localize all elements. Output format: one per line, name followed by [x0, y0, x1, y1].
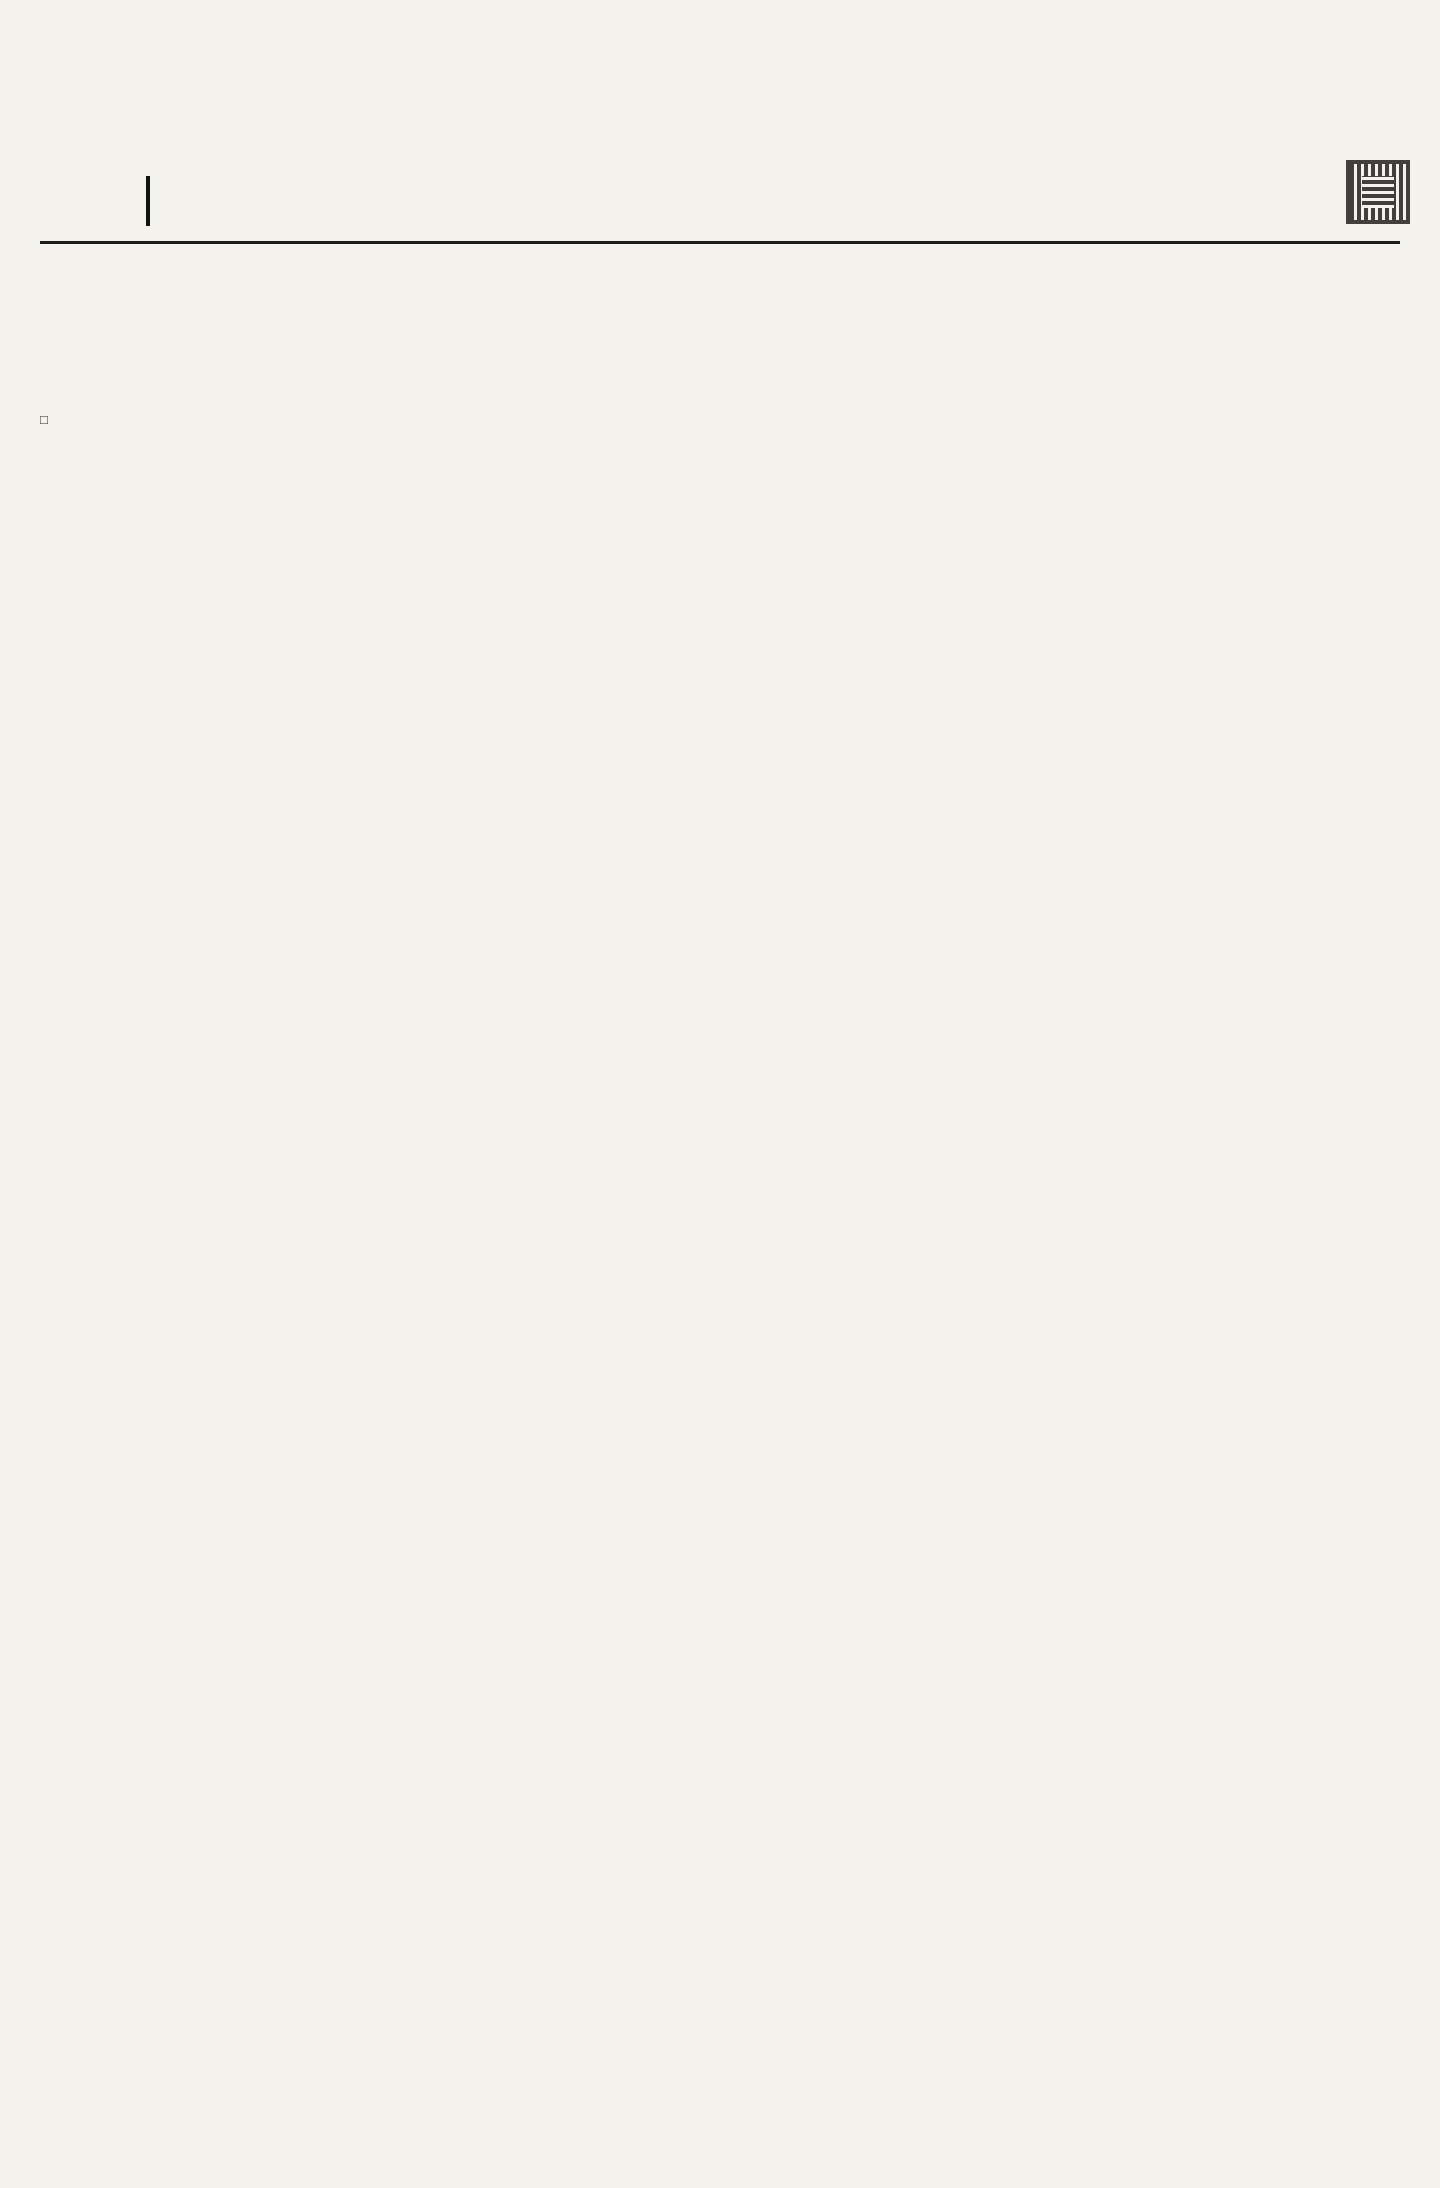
page-number-divider [146, 176, 150, 226]
lead-column-1 [40, 410, 244, 826]
qr-code-icon[interactable] [1346, 160, 1410, 224]
lead-column-4 [688, 416, 892, 826]
page-header [40, 160, 1400, 244]
lead-column-2 [256, 416, 460, 826]
lead-byline [40, 410, 244, 430]
lead-column-3 [472, 416, 676, 826]
